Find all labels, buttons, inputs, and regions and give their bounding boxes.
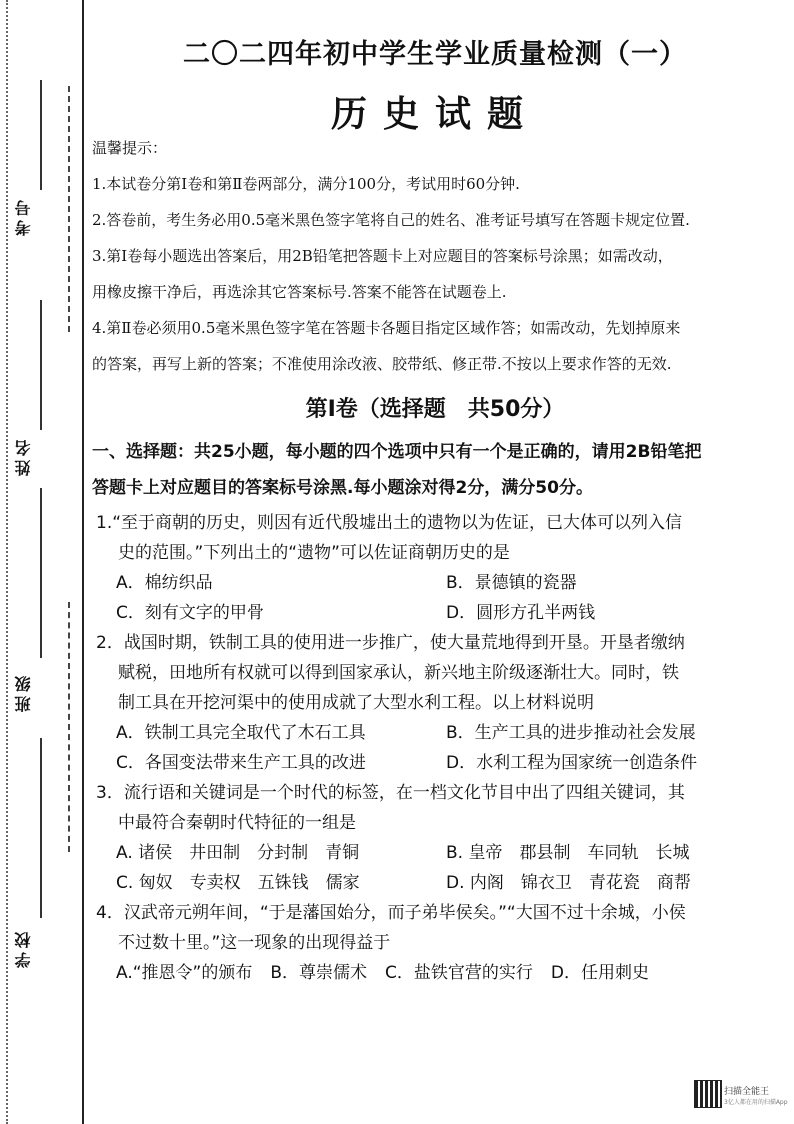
name-write-line-2 [40,488,42,658]
option-d: D．水利工程为国家统一创造条件 [446,753,698,773]
school-label: 学校 [14,928,33,968]
option-a: A.“推恩令”的颁布 [116,963,253,983]
name-label: 姓名 [14,436,33,476]
binding-border-line [82,0,84,1124]
qr-code-icon [694,1080,722,1108]
question-stem: 赋税，田地所有权就可以得到国家承认，新兴地主阶级逐渐壮大。同时，铁 [118,663,679,683]
option-b: B．生产工具的进步推动社会发展 [446,723,696,743]
option-group [96,838,780,898]
scanner-subtitle: 3亿人都在用的扫描App [724,1099,788,1106]
tip-line: 2.答卷前，考生务必用0.5毫米黑色签字笔将自己的姓名、准考证号填写在答题卡规定位置. [92,211,690,229]
scanner-watermark [724,1084,788,1106]
exam-title: 二〇二四年初中学生学业质量检测（一） [183,39,687,70]
option-c: C. 匈奴 专卖权 五铢钱 儒家 [116,873,360,893]
question-stem: 制工具在开挖河渠中的使用成就了大型水利工程。以上材料说明 [118,693,594,713]
option-d: D．圆形方孔半两钱 [446,603,596,623]
question-stem: 不过数十里。”这一现象的出现得益于 [118,933,391,953]
question-4 [96,898,780,988]
section-instruction [92,434,782,506]
class-write-line [40,738,42,918]
binding-dotted-line [6,0,8,1124]
class-label: 班级 [14,672,33,712]
tip-line: 的答案，再写上新的答案；不准使用涂改液、胶带纸、修正带.不按以上要求作答的无效. [92,355,672,373]
option-d: D．任用刺史 [550,963,649,983]
scanner-name: 扫描全能王 [724,1087,770,1097]
question-stem: 3．流行语和关键词是一个时代的标签，在一档文化节目中出了四组关键词，其 [96,783,685,803]
question-stem: 2．战国时期，铁制工具的使用进一步推广，使大量荒地得到开垦。开垦者缴纳 [96,633,685,653]
exam-no-write-line [40,80,42,190]
question-2 [96,628,780,778]
question-stem: 1.“至于商朝的历史，则因有近代殷墟出土的遗物以为佐证，已大体可以列入信 [96,513,683,533]
question-stem: 4．汉武帝元朔年间，“于是藩国始分，而子弟毕侯矣。”“大国不过十余城，小侯 [96,903,686,923]
option-group [96,718,780,778]
option-a: A．铁制工具完全取代了木石工具 [116,723,366,743]
tip-line: 4.第Ⅱ卷必须用0.5毫米黑色签字笔在答题卡各题目指定区域作答；如需改动，先划掉原来 [92,319,681,337]
option-d: D. 内阁 锦衣卫 青花瓷 商帮 [446,873,691,893]
tips-block [92,130,782,382]
option-b: B．景德镇的瓷器 [446,573,577,593]
instruction-line: 一、选择题：共25小题，每小题的四个选项中只有一个是正确的，请用2B铅笔把 [92,442,702,462]
option-a: A．棉纺织品 [116,573,213,593]
tip-line: 用橡皮擦干净后，再选涂其它答案标号.答案不能答在试题卷上. [92,283,507,301]
question-stem: 中最符合秦朝时代特征的一组是 [118,813,356,833]
binding-dashed-line-bottom [68,602,70,852]
option-group [96,958,780,988]
tip-line: 3.第Ⅰ卷每小题选出答案后，用2B铅笔把答题卡上对应题目的答案标号涂黑；如需改动， [92,247,673,265]
question-stem: 史的范围。”下列出土的“遗物”可以佐证商朝历史的是 [118,543,510,563]
option-b: B. 皇帝 郡县制 车同轨 长城 [446,843,690,863]
instruction-line: 答题卡上对应题目的答案标号涂黑.每小题涂对得2分，满分50分。 [92,478,593,498]
name-write-line [40,300,42,430]
binding-margin [0,0,90,1124]
exam-no-label: 考号 [14,196,33,236]
option-a: A. 诸侯 井田制 分封制 青铜 [116,843,360,863]
tip-line: 1.本试卷分第Ⅰ卷和第Ⅱ卷两部分，满分100分，考试用时60分钟. [92,175,520,193]
question-list [96,508,780,988]
subject-title: 历史试题 [330,94,539,135]
question-1 [96,508,780,628]
option-b: B．尊崇儒术 [270,963,368,983]
question-3 [96,778,780,898]
option-c: C．各国变法带来生产工具的改进 [116,753,366,773]
section-title: 第Ⅰ卷（选择题 共50分） [305,397,565,422]
binding-dashed-line-top [68,86,70,332]
option-group [96,568,780,628]
option-c: C．刻有文字的甲骨 [116,603,264,623]
option-c: C．盐铁官营的实行 [385,963,533,983]
tips-heading: 温馨提示： [92,139,168,157]
